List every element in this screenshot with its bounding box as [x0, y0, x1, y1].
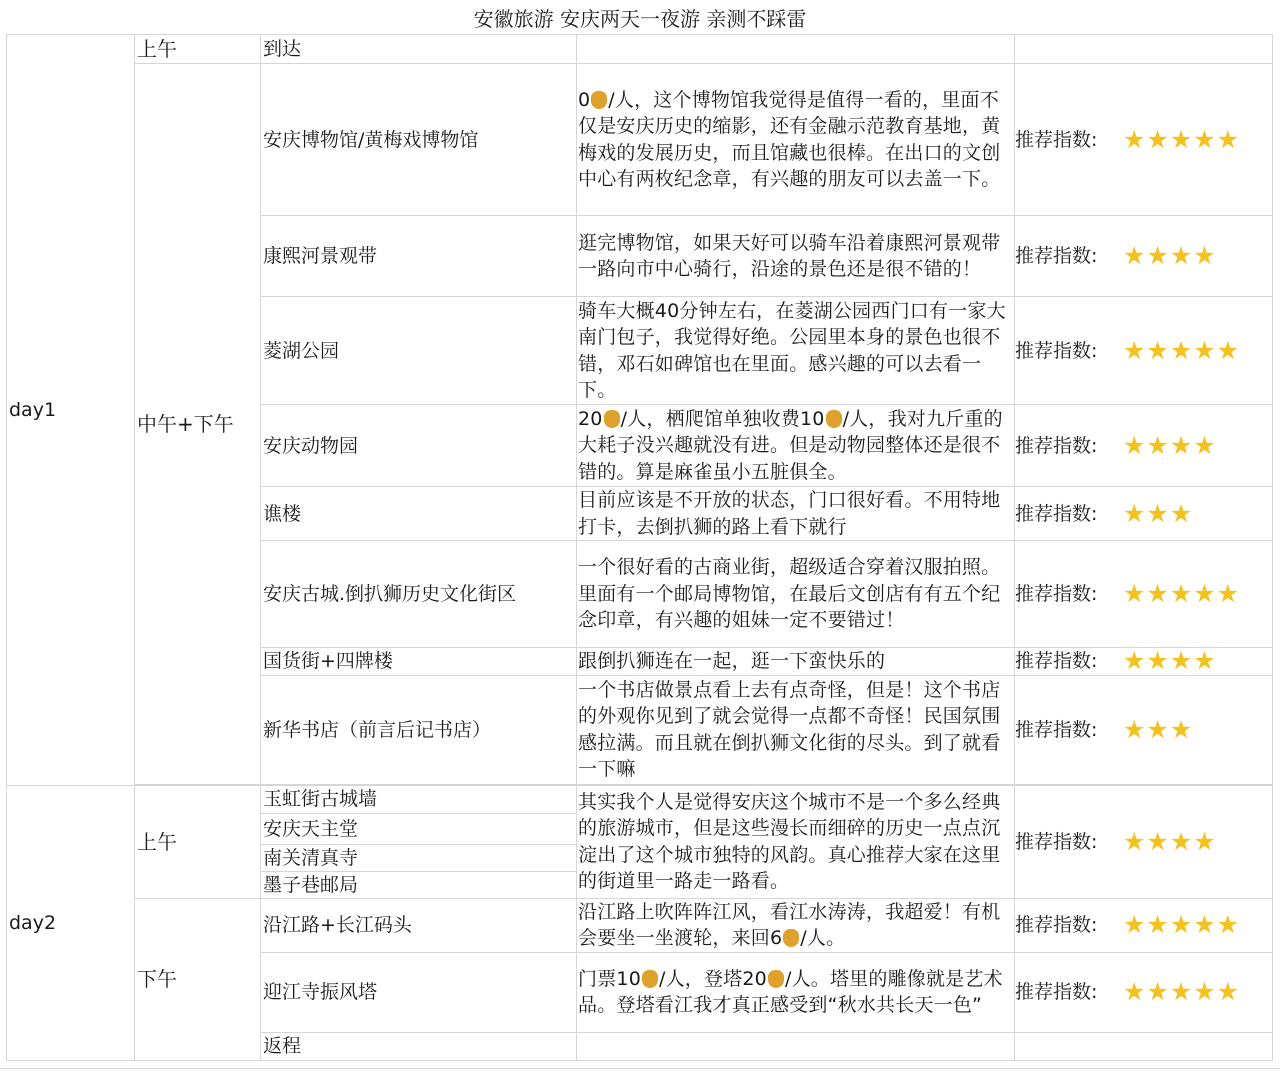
place-name: 返程 — [261, 1032, 577, 1060]
place-name: 迎江寺振风塔 — [261, 952, 577, 1032]
place-name: 安庆天主堂 — [261, 813, 577, 844]
place-description: 逛完博物馆，如果天好可以骑车沿着康熙河景观带一路向市中心骑行，沿途的景色还是很不错的！ — [577, 216, 1015, 297]
money-bag-icon — [642, 970, 658, 988]
place-description: 骑车大概40分钟左右，在菱湖公园西门口有一家大南门包子，我觉得好绝。公园里本身的景色也很不错，邓石如碑馆也在里面。感兴趣的可以去看一下。 — [577, 297, 1015, 405]
price-text: 门票10 — [578, 967, 641, 990]
rating-cell — [1015, 541, 1273, 648]
money-bag-icon — [591, 91, 607, 109]
place-description — [577, 405, 1015, 487]
rating-cell — [1015, 898, 1273, 952]
star-rating-icon: ★★★ — [1123, 498, 1194, 528]
rating-cell — [1015, 675, 1273, 784]
rating-label: 推荐指数: — [1015, 650, 1098, 673]
empty-score-cell — [1015, 35, 1273, 64]
place-name: 安庆动物园 — [261, 405, 577, 487]
money-bag-icon — [826, 410, 842, 428]
rating-label: 推荐指数: — [1015, 583, 1098, 605]
empty-desc-cell — [577, 35, 1015, 64]
table-row — [7, 785, 1273, 813]
rating-label: 推荐指数: — [1015, 981, 1098, 1003]
day-label: day2 — [7, 785, 135, 1060]
place-name: 墨子巷邮局 — [261, 871, 577, 898]
place-name: 谯楼 — [261, 487, 577, 541]
rating-cell — [1015, 297, 1273, 405]
star-rating-icon: ★★★★★ — [1123, 335, 1241, 365]
time-label: 中午+下午 — [135, 64, 261, 785]
table-row — [7, 64, 1273, 216]
empty-score-cell — [1015, 1032, 1273, 1060]
place-name: 新华书店（前言后记书店） — [261, 675, 577, 784]
place-name: 到达 — [261, 35, 577, 64]
star-rating-icon: ★★★★ — [1123, 241, 1217, 270]
star-rating-icon: ★★★★ — [1123, 647, 1217, 675]
star-rating-icon: ★★★★ — [1123, 826, 1217, 856]
star-rating-icon: ★★★ — [1123, 714, 1194, 744]
description-text: /人，登塔20 — [658, 967, 767, 990]
rating-cell — [1015, 487, 1273, 541]
star-rating-icon: ★★★★★ — [1123, 579, 1241, 608]
rating-cell — [1015, 785, 1273, 898]
star-rating-icon: ★★★★ — [1123, 430, 1217, 460]
price-text: 20 — [578, 407, 603, 430]
rating-label: 推荐指数: — [1015, 245, 1098, 267]
bottom-divider — [0, 1068, 1280, 1069]
star-rating-icon: ★★★★★ — [1123, 124, 1241, 154]
star-rating-icon: ★★★★★ — [1123, 977, 1241, 1006]
time-label: 下午 — [135, 898, 261, 1060]
place-name: 菱湖公园 — [261, 297, 577, 405]
rating-label: 推荐指数: — [1015, 914, 1098, 936]
place-name: 安庆古城.倒扒狮历史文化街区 — [261, 541, 577, 648]
empty-desc-cell — [577, 1032, 1015, 1060]
place-description — [577, 952, 1015, 1032]
place-name: 沿江路+长江码头 — [261, 898, 577, 952]
rating-label: 推荐指数: — [1015, 718, 1098, 741]
place-name: 国货街+四牌楼 — [261, 648, 577, 676]
description-text: /人，这个博物馆我觉得是值得一看的，里面不仅是安庆历史的缩影，还有金融示范教育基地，黄梅戏的发展历史，而且馆藏也很棒。在出口的文创中心有两枚纪念章，有兴趣的朋友可以去盖一下。 — [578, 88, 1001, 190]
rating-label: 推荐指数: — [1015, 339, 1098, 362]
star-rating-icon: ★★★★★ — [1123, 910, 1241, 939]
place-description — [577, 898, 1015, 952]
money-bag-icon — [768, 970, 784, 988]
rating-cell — [1015, 648, 1273, 676]
place-description: 其实我个人是觉得安庆这个城市不是一个多么经典的旅游城市，但是这些漫长而细碎的历史一点点沉淀出了这个城市独特的风韵。真心推荐大家在这里的街道里一路走一路看。 — [577, 785, 1015, 898]
itinerary-table — [6, 34, 1273, 1061]
place-description: 目前应该是不开放的状态，门口很好看。不用特地打卡，去倒扒狮的路上看下就行 — [577, 487, 1015, 541]
place-name: 南关清真寺 — [261, 844, 577, 871]
description-text: /人，我对九斤重的大耗子没兴趣就没有进。但是动物园整体还是很不错的。算是麻雀虽小五脏俱全。 — [578, 407, 1003, 483]
description-text: 沿江路上吹阵阵江风，看江水涛涛，我超爱！有机会要坐一坐渡轮，来回6 — [578, 900, 1001, 949]
place-name: 玉虹街古城墙 — [261, 785, 577, 813]
description-text: /人，栖爬馆单独收费10 — [620, 407, 825, 430]
place-description: 跟倒扒狮连在一起，逛一下蛮快乐的 — [577, 648, 1015, 676]
description-text: /人。 — [800, 927, 846, 949]
page-title: 安徽旅游 安庆两天一夜游 亲测不踩雷 — [473, 7, 807, 31]
place-description: 一个书店做景点看上去有点奇怪，但是！这个书店的外观你见到了就会觉得一点都不奇怪！民国氛围感拉满。而且就在倒扒狮文化街的尽头。到了就看一下嘛 — [577, 675, 1015, 784]
rating-cell — [1015, 405, 1273, 487]
rating-label: 推荐指数: — [1015, 434, 1098, 457]
rating-label: 推荐指数: — [1015, 502, 1098, 525]
time-label: 上午 — [135, 35, 261, 64]
rating-cell — [1015, 216, 1273, 297]
price-text: 0 — [578, 88, 591, 111]
rating-label: 推荐指数: — [1015, 830, 1098, 853]
place-description: 一个很好看的古商业街，超级适合穿着汉服拍照。里面有一个邮局博物馆，在最后文创店有有五个纪念印章，有兴趣的姐妹一定不要错过！ — [577, 541, 1015, 648]
place-name: 安庆博物馆/黄梅戏博物馆 — [261, 64, 577, 216]
rating-cell — [1015, 64, 1273, 216]
money-bag-icon — [604, 410, 620, 428]
rating-label: 推荐指数: — [1015, 128, 1098, 151]
table-row — [7, 35, 1273, 64]
table-row — [7, 898, 1273, 952]
day-label: day1 — [7, 35, 135, 786]
place-name: 康熙河景观带 — [261, 216, 577, 297]
rating-cell — [1015, 952, 1273, 1032]
time-label: 上午 — [135, 785, 261, 898]
money-bag-icon — [783, 929, 799, 947]
description-text: /人。塔里的雕像就是艺术品。登塔看江我才真正感受到“秋水共长天一色” — [578, 967, 1003, 1016]
place-description — [577, 64, 1015, 216]
